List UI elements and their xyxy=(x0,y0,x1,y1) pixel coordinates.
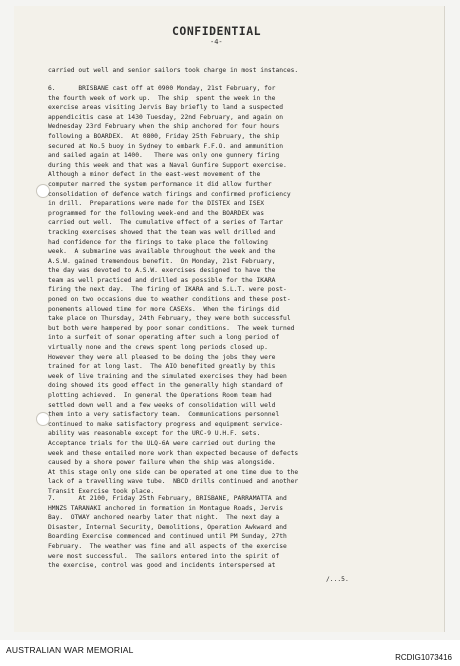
text-line: secured at No.5 buoy in Sydney to embark F.F.O. and ammunition xyxy=(48,142,284,150)
text-line: following a BOARDEX. At 0800, Friday 25th February, the ship xyxy=(48,132,280,140)
text-line: Transit Exercise took place. xyxy=(48,487,155,495)
text-line: the exercise, control was good and incidents interspersed at xyxy=(48,562,276,570)
continuation-marker: /...5. xyxy=(326,576,349,583)
text-line: doing showed its good effect in the generally high standard of xyxy=(48,382,284,390)
text-line: week. A submarine was available throughout the week and the xyxy=(48,248,276,256)
text-line: were most successful. The sailors entered into the spirit of xyxy=(48,552,280,560)
text-line: into a surfeit of sonar operating after such a long period of xyxy=(48,334,280,342)
institution-label: AUSTRALIAN WAR MEMORIAL xyxy=(6,645,134,655)
text-line: Acceptance trials for the ULQ-6A were carried out during the xyxy=(48,439,276,447)
text-line: tracking exercises showed that the team was well drilled and xyxy=(48,228,276,236)
text-line: take place on Thursday, 24th February, they were both successful xyxy=(48,315,291,323)
text-line: February. The weather was fine and all aspects of the exercise xyxy=(48,542,287,550)
text-line: appendicitis case at 1430 Tuesday, 22nd February, and again on xyxy=(48,113,284,121)
text-line: computer marred the system performance it did allow further xyxy=(48,180,272,188)
text-line: At this stage only one side can be operated at one time due to the xyxy=(48,468,299,476)
classification-stamp: CONFIDENTIAL xyxy=(172,24,262,38)
text-line: trained for at long last. The AIO benefited greatly by this xyxy=(48,363,276,371)
paragraph-7 xyxy=(48,494,433,571)
text-line: 7. At 2100, Friday 25th February, BRISBANE, PARRAMATTA and xyxy=(48,495,287,502)
text-line: exercise areas visiting Jervis Bay briefly to land a suspected xyxy=(48,104,284,112)
text-line: carried out well. The cumulative effect of a series of Tartar xyxy=(48,219,284,227)
text-line: had confidence for the firings to take place the following xyxy=(48,238,268,246)
text-line: Bay. OTWAY anchored nearby later that night. The next day a xyxy=(48,514,280,522)
text-line: in drill. Preparations were made for the DISTEX and ISEX xyxy=(48,200,265,208)
text-line: firing the next day. The firing of IKARA and S.L.T. were post- xyxy=(48,286,287,294)
text-line: but both were hampered by poor sonar conditions. The week turned xyxy=(48,324,295,332)
reference-id: RCDIG1073416 xyxy=(395,653,452,662)
text-line: poned on two occasions due to weather conditions and these post- xyxy=(48,296,291,304)
intro-line: carried out well and senior sailors took charge in most instances. xyxy=(48,67,299,74)
text-line: However they were all pleased to be doing the jobs they were xyxy=(48,353,276,361)
text-line: week of live training and the simulated exercises they had been xyxy=(48,372,287,380)
text-line: the fourth week of work up. The ship spent the week in the xyxy=(48,94,276,102)
text-line: ability was reasonable except for the URC-9 U.H.F. sets. xyxy=(48,430,261,438)
text-line: during this week and that was a Naval Gunfire Support exercise. xyxy=(48,161,287,169)
text-line: virtually none and the crews spent long periods closed up. xyxy=(48,344,268,352)
text-line: consolidation of defence watch firings and confirmed proficiency xyxy=(48,190,291,198)
text-line: plotting achieved. In general the Operations Room team had xyxy=(48,392,272,399)
text-line: Boarding Exercise commenced and continued until PM Sunday, 27th xyxy=(48,533,287,541)
paragraph-6 xyxy=(48,84,433,497)
text-line: caused by a shore power failure when the ship was alongside. xyxy=(48,459,276,467)
footer-bar xyxy=(0,640,460,666)
text-line: Although a minor defect in the east-west movement of the xyxy=(48,171,261,179)
text-line: week and these entailed more work than expected because of defects xyxy=(48,449,299,457)
text-line: Disaster, Internal Security, Demolitions, Operation Awkward and xyxy=(48,523,287,531)
page-marker: -4- xyxy=(210,38,223,46)
text-line: team as well practiced and drilled as possible for the IKARA xyxy=(48,276,276,284)
text-line: programmed for the following week-end and the BOARDEX was xyxy=(48,209,265,217)
text-line: 6. BRISBANE cast off at 0900 Monday, 21st February, for xyxy=(48,85,276,92)
text-line: the day was devoted to A.S.W. exercises designed to have the xyxy=(48,267,276,275)
text-line: Wednesday 23rd February when the ship anchored for four hours xyxy=(48,123,280,131)
text-line: them into a very satisfactory team. Communications personnel xyxy=(48,411,280,419)
text-line: and sailed again at 1400. There was only one gunnery firing xyxy=(48,152,280,160)
text-line: lack of a travelling wave tube. NBCD drills continued and another xyxy=(48,478,299,486)
text-line: A.S.W. gained tremendous benefit. On Monday, 21st February, xyxy=(48,257,276,265)
text-line: continued to make satisfactory progress and equipment service- xyxy=(48,420,284,428)
text-line: settled down well and a few weeks of consolidation will weld xyxy=(48,401,276,409)
text-line: ponements allowed time for more CASEXs. When the firings did xyxy=(48,305,280,313)
text-line: HMNZS TARANAKI anchored in formation in Montague Roads, Jervis xyxy=(48,504,284,512)
